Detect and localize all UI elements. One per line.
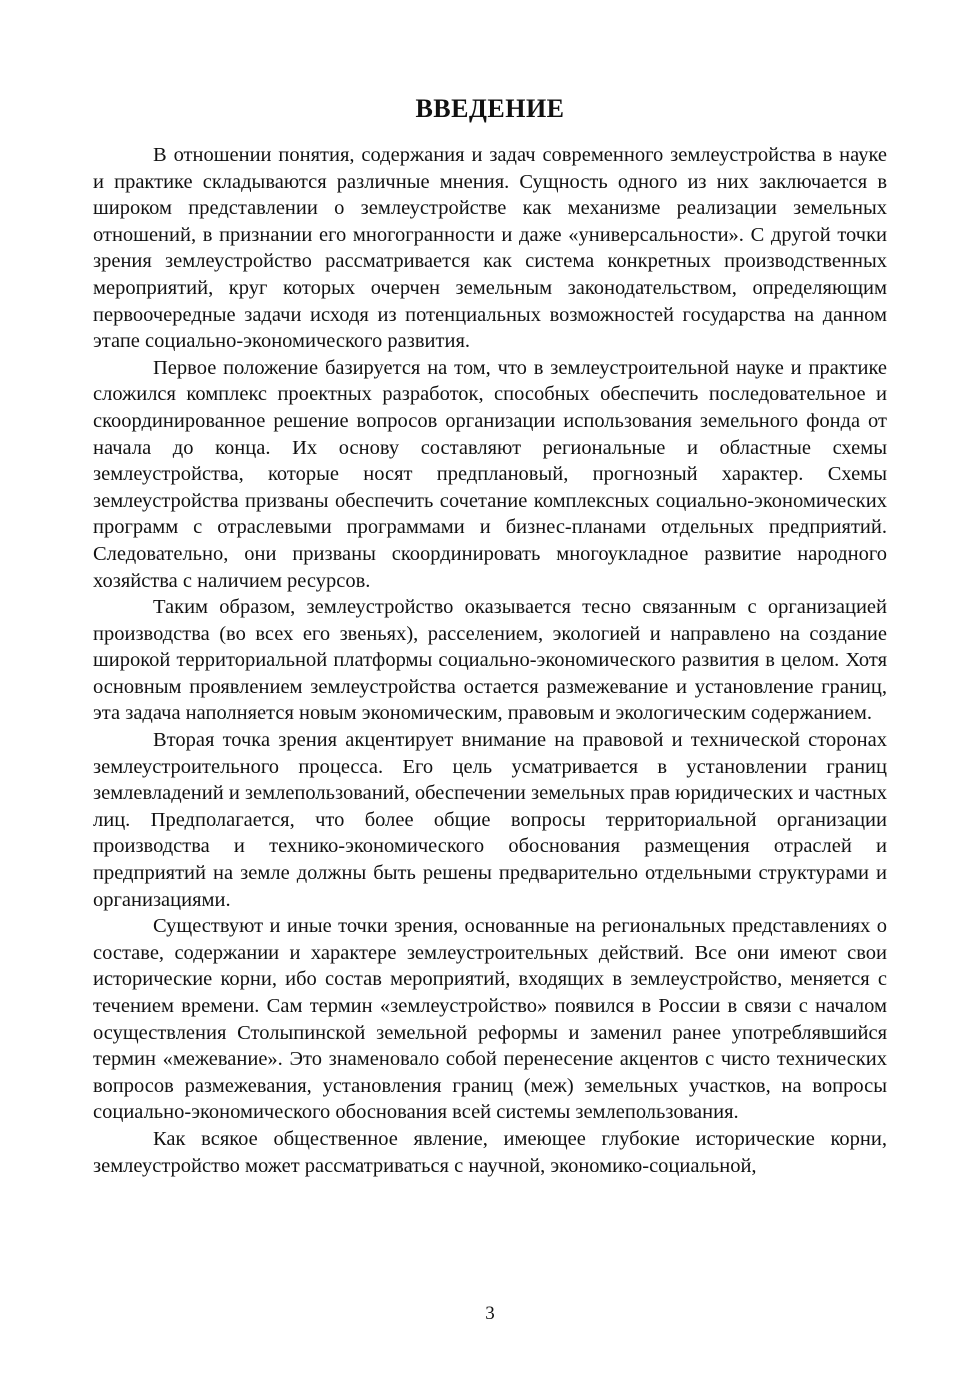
paragraph-6: Как всякое общественное явление, имеющее глубокие исторические корни, землеустройство может рассматриваться с научной, экономико-социальной, — [93, 1127, 887, 1177]
paragraph-3: Таким образом, землеустройство оказывается тесно связанным с организацией производства (во всех его звеньях), расселением, экологией и направлено на создание широкой территориальной платформы социально-экономического развития в целом. Хотя основным проявлением землеустройства остается размежевание и установление границ, эта задача наполняется новым экономическим, правовым и экологическим содержанием. — [93, 596, 887, 725]
page-number: 3 — [485, 1303, 495, 1324]
paragraph-1: В отношении понятия, содержания и задач современного землеустройства в науке и практике складываются различные мнения. Сущность одного из них заключается в широком представлении о землеустройстве как механизме реализации земельных отношений, в признании его многогранности и даже «универсальности». С другой точки зрения землеустройство рассматривается как система конкретных производственных мероприятий, круг которых очерчен земельным законодательством, определяющим первоочередные задачи исходя из потенциальных возможностей государства на данном этапе социально-экономического развития. — [93, 144, 887, 353]
paragraph-5: Существуют и иные точки зрения, основанные на региональных представлениях о составе, содержании и характере землеустроительных действий. Все они имеют свои исторические корни, ибо состав мероприятий, входящих в землеустройство, меняется с течением времени. Сам термин «землеустройство» появился в России в связи с началом осуществления Столыпинской земельной реформы и заменил ранее употреблявшийся термин «межевание». Это знаменовало собой перенесение акцентов с чисто технических вопросов размежевания, установления границ (меж) земельных участков, на вопросы социально-экономического обоснования всей системы землепользования. — [93, 915, 887, 1124]
paragraph-2: Первое положение базируется на том, что в землеустроительной науке и практике сложился комплекс проектных разработок, способных обеспечить последовательное и скоординированное решение вопросов организации использования земельного фонда от начала до конца. Их основу составляют региональные и областные схемы землеустройства, которые носят предплановый, прогнозный характер. Схемы землеустройства призваны обеспечить сочетание комплексных социально-экономических программ с отраслевыми программами и бизнес-планами отдельных предприятий. Следовательно, они призваны скоординировать многоукладное развитие народного хозяйства с наличием ресурсов. — [93, 356, 887, 592]
paragraph-4: Вторая точка зрения акцентирует внимание на правовой и технической сторонах землеустроительного процесса. Его цель усматривается в установлении границ землевладений и землепользований, обеспечении земельных прав юридических и частных лиц. Предполагается, что более общие вопросы территориальной организации производства и технико-экономического обоснования размещения отраслей и предприятий на земле должны быть решены предварительно отдельными структурами и организациями. — [93, 729, 887, 911]
document-page — [93, 92, 887, 1179]
page-title: ВВЕДЕНИЕ — [415, 94, 565, 123]
